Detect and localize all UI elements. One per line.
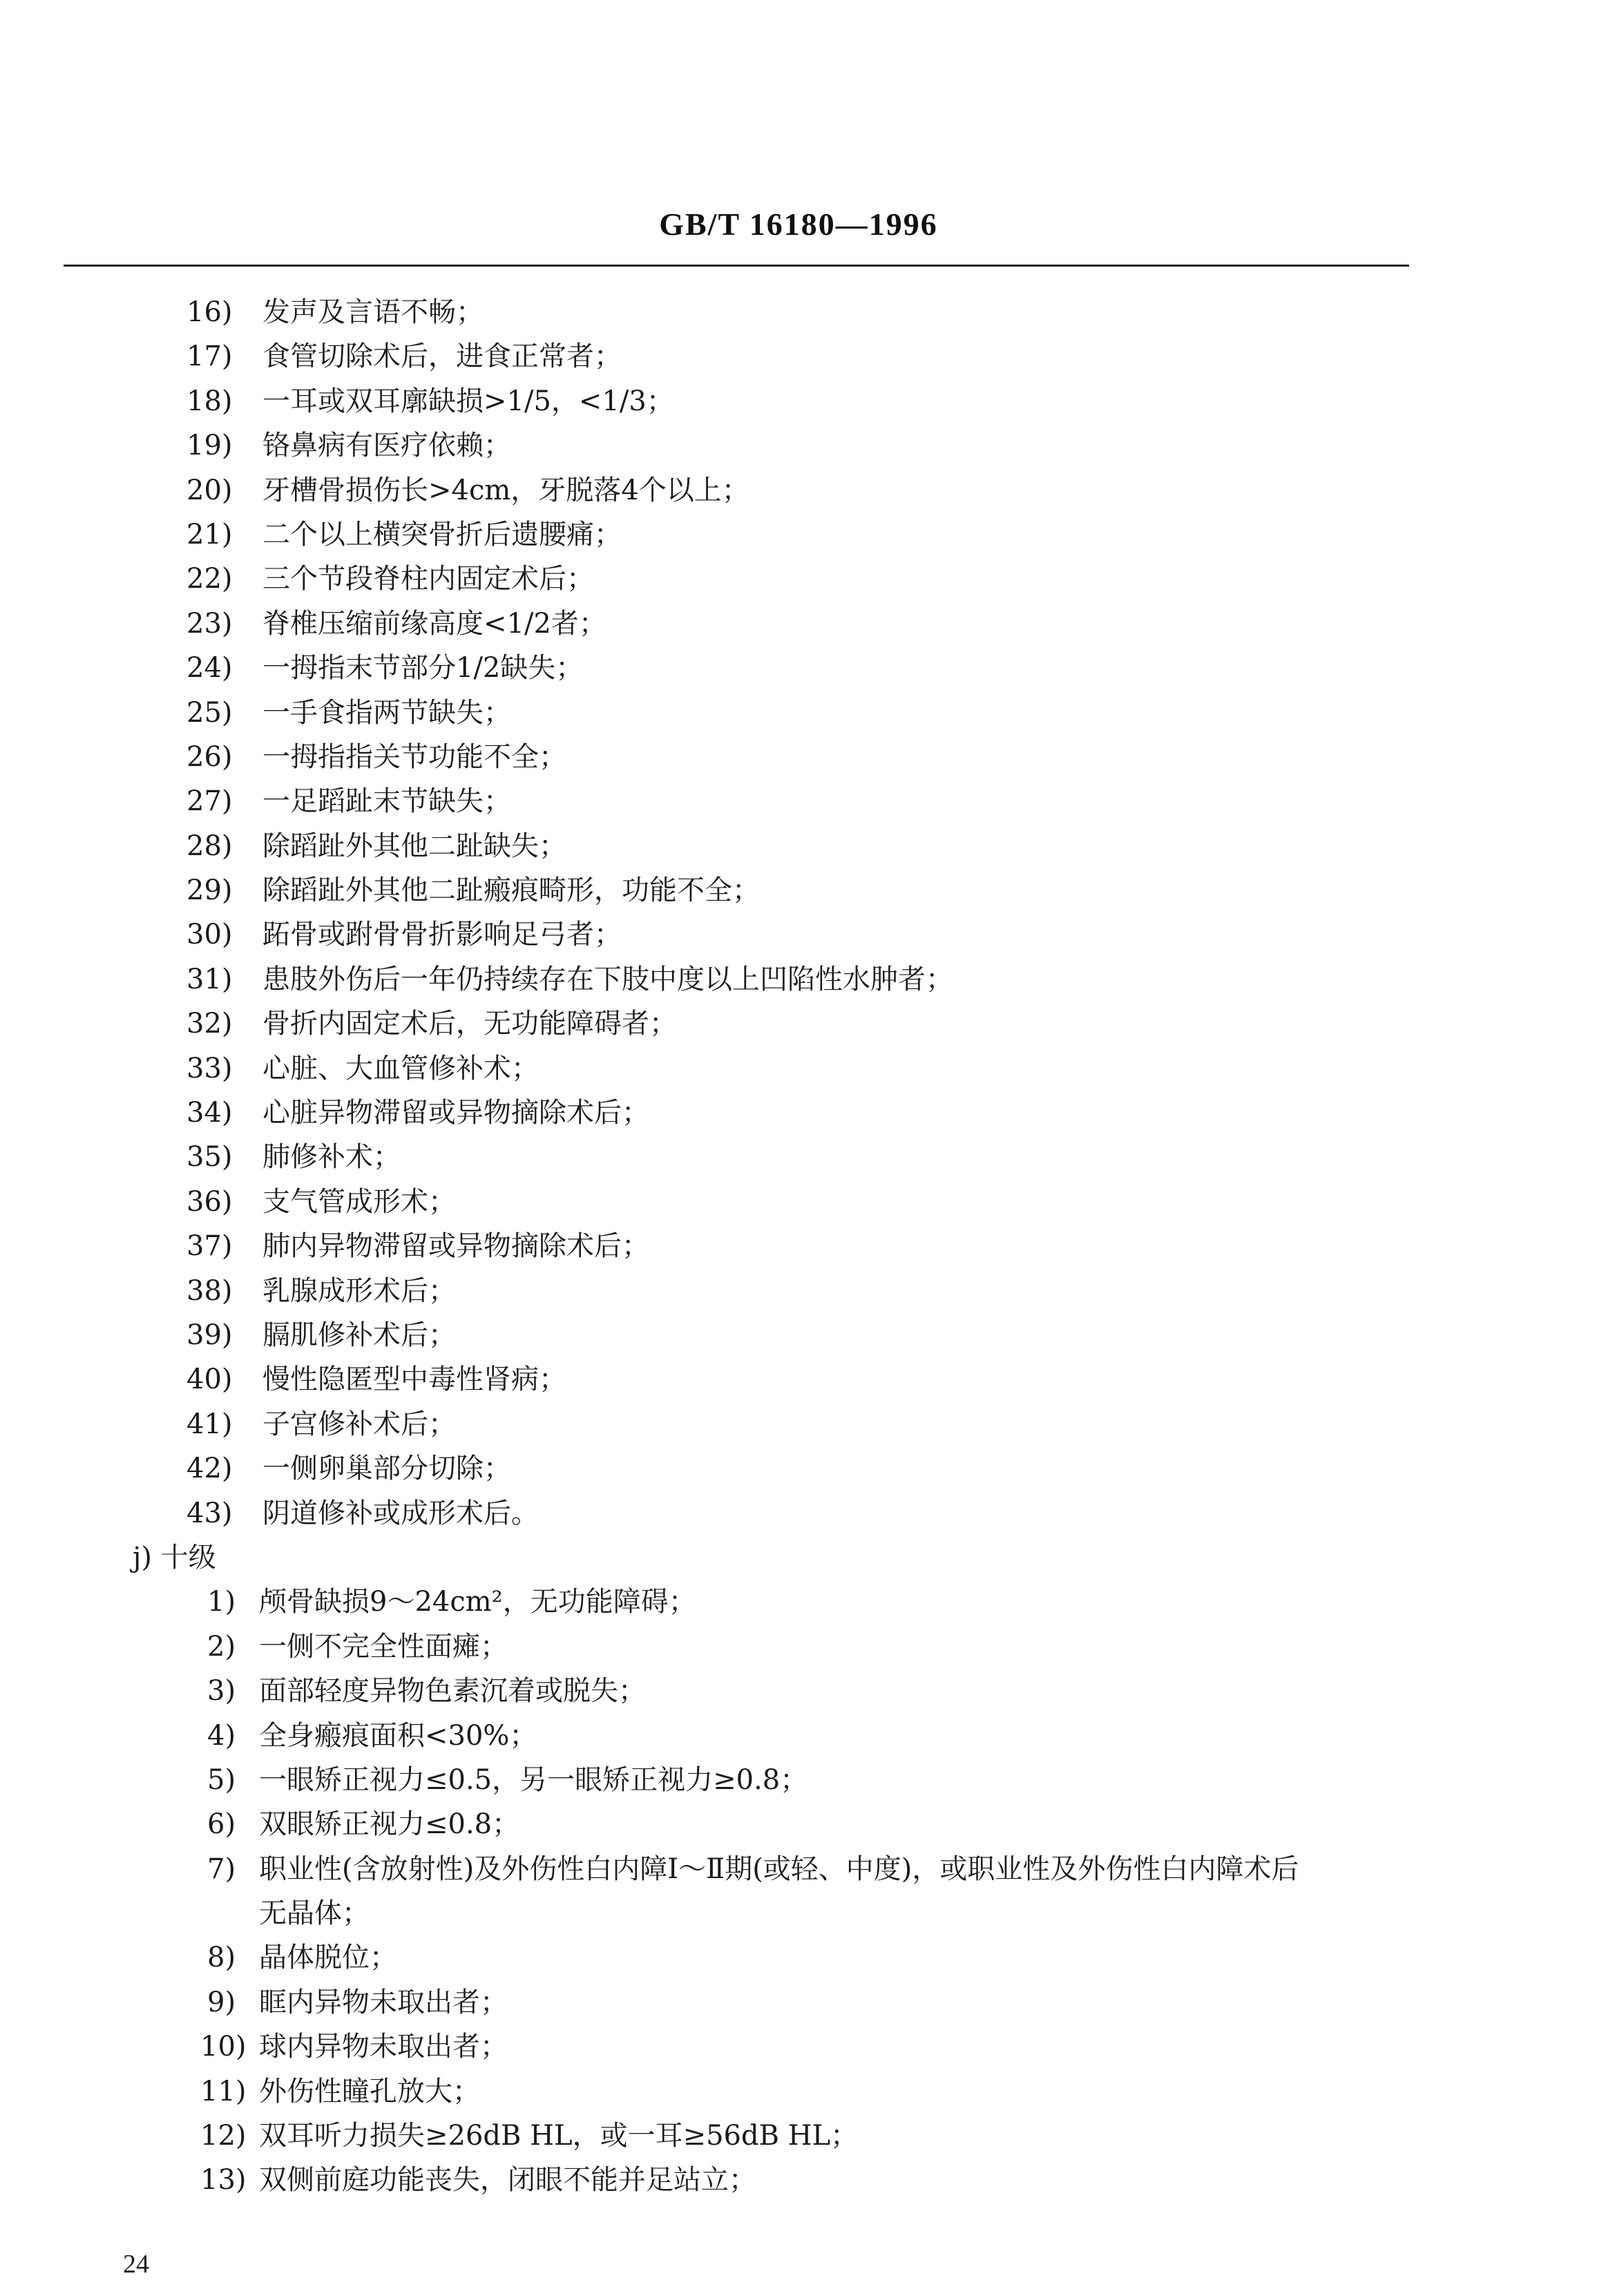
item-text: 慢性隐匿型中毒性肾病； xyxy=(262,1364,566,1396)
list-item xyxy=(0,468,1597,513)
list-item xyxy=(0,912,1597,957)
item-text: 三个节段脊柱内固定术后； xyxy=(262,563,594,595)
item-text: 一侧不完全性面瘫； xyxy=(259,1630,508,1663)
item-number: 2) xyxy=(207,1630,236,1663)
item-text: 食管切除术后，进食正常者； xyxy=(262,341,622,373)
item-number: 19) xyxy=(187,430,233,462)
document-body xyxy=(0,290,1597,2203)
list-item xyxy=(0,557,1597,601)
item-text: 子宫修补术后； xyxy=(262,1408,456,1440)
list-item xyxy=(0,824,1597,868)
list-item xyxy=(0,1002,1597,1046)
item-text: 阴道修补或成形术后。 xyxy=(262,1497,539,1529)
item-text: 乳腺成形术后； xyxy=(262,1274,456,1307)
list-item xyxy=(0,691,1597,735)
item-number: 1) xyxy=(207,1586,236,1618)
item-number: 32) xyxy=(187,1008,233,1040)
item-text: 全身瘢痕面积<30%； xyxy=(259,1719,537,1752)
list-item xyxy=(0,2069,1597,2114)
section-heading-j xyxy=(0,1536,1597,1580)
list-item xyxy=(0,1180,1597,1224)
item-number: 4) xyxy=(207,1719,236,1752)
list-item xyxy=(0,868,1597,912)
list-item xyxy=(0,1714,1597,1758)
item-text: 跖骨或跗骨骨折影响足弓者； xyxy=(262,919,622,951)
page-number: 24 xyxy=(123,2250,149,2279)
item-text: 晶体脱位； xyxy=(259,1942,397,1974)
item-text: 患肢外伤后一年仍持续存在下肢中度以上凹陷性水肿者； xyxy=(262,963,953,995)
item-text: 一手食指两节缺失； xyxy=(262,696,511,729)
item-number: 28) xyxy=(187,830,233,862)
item-text: 球内异物未取出者； xyxy=(259,2031,508,2063)
item-number: 38) xyxy=(187,1274,233,1307)
list-item xyxy=(0,1802,1597,1846)
list-item xyxy=(0,2114,1597,2158)
list-item-continuation xyxy=(0,1891,1597,1935)
item-text: 膈肌修补术后； xyxy=(262,1319,456,1351)
item-number: 17) xyxy=(187,341,233,373)
item-number: 7) xyxy=(207,1853,236,1885)
list-item xyxy=(0,379,1597,423)
item-text: 心脏异物滞留或异物摘除术后； xyxy=(262,1097,649,1129)
list-item xyxy=(0,1669,1597,1713)
item-text: 无晶体； xyxy=(259,1897,370,1930)
item-text: 骨折内固定术后，无功能障碍者； xyxy=(262,1008,677,1040)
list-item xyxy=(0,290,1597,334)
list-item xyxy=(0,1135,1597,1179)
item-number: 9) xyxy=(207,1986,236,2018)
item-text: 双耳听力损失≥26dB HL，或一耳≥56dB HL； xyxy=(259,2120,859,2152)
item-number: 33) xyxy=(187,1052,233,1084)
list-item xyxy=(0,1046,1597,1091)
list-item xyxy=(0,1580,1597,1624)
item-text: 颅骨缺损9～24cm²，无功能障碍； xyxy=(259,1586,696,1618)
item-text: 牙槽骨损伤长>4cm，牙脱落4个以上； xyxy=(262,474,749,506)
item-text: 外伤性瞳孔放大； xyxy=(259,2075,480,2107)
list-item xyxy=(0,2025,1597,2069)
list-item xyxy=(0,1224,1597,1268)
list-item xyxy=(0,1847,1597,1891)
item-text: 面部轻度异物色素沉着或脱失； xyxy=(259,1675,646,1707)
item-text: 一耳或双耳廓缺损>1/5，<1/3； xyxy=(262,385,674,417)
item-number: 39) xyxy=(187,1319,233,1351)
item-number: 5) xyxy=(207,1763,236,1796)
item-number: 13) xyxy=(200,2164,247,2197)
item-number: 22) xyxy=(187,563,233,595)
list-item xyxy=(0,1446,1597,1491)
item-text: 双侧前庭功能丧失，闭眼不能并足站立； xyxy=(259,2164,756,2197)
list-item xyxy=(0,1357,1597,1401)
item-number: 16) xyxy=(187,296,233,328)
item-number: 21) xyxy=(187,518,233,551)
item-text: 发声及言语不畅； xyxy=(262,296,484,328)
item-text: 肺修补术； xyxy=(262,1141,401,1174)
list-item xyxy=(0,1402,1597,1446)
item-text: 双眼矫正视力≤0.8； xyxy=(259,1808,520,1841)
item-number: 25) xyxy=(187,696,233,729)
list-item xyxy=(0,1980,1597,2025)
item-text: 职业性(含放射性)及外伤性白内障Ⅰ～Ⅱ期(或轻、中度)，或职业性及外伤性白内障术后 xyxy=(259,1853,1299,1885)
list-item xyxy=(0,735,1597,779)
list-item xyxy=(0,423,1597,468)
item-number: 36) xyxy=(187,1185,233,1218)
list-item xyxy=(0,957,1597,1002)
item-number: 40) xyxy=(187,1364,233,1396)
item-number: 18) xyxy=(187,385,233,417)
item-text: 肺内异物滞留或异物摘除术后； xyxy=(262,1230,649,1263)
item-number: 8) xyxy=(207,1942,236,1974)
item-number: 11) xyxy=(200,2075,247,2107)
list-item xyxy=(0,1091,1597,1135)
item-text: 心脏、大血管修补术； xyxy=(262,1052,539,1084)
item-text: 一足蹈趾末节缺失； xyxy=(262,785,511,818)
item-text: 一拇指指关节功能不全； xyxy=(262,740,566,773)
page-header-title: GB/T 16180—1996 xyxy=(659,207,938,242)
item-number: 20) xyxy=(187,474,233,506)
item-number: 30) xyxy=(187,919,233,951)
item-text: 二个以上横突骨折后遗腰痛； xyxy=(262,518,622,551)
item-number: 34) xyxy=(187,1097,233,1129)
item-text: 铬鼻病有医疗依赖； xyxy=(262,430,511,462)
item-number: 31) xyxy=(187,963,233,995)
list-item xyxy=(0,334,1597,379)
list-item xyxy=(0,602,1597,646)
list-item xyxy=(0,1758,1597,1802)
item-text: 除蹈趾外其他二趾瘢痕畸形，功能不全； xyxy=(262,874,760,907)
item-text: 一眼矫正视力≤0.5，另一眼矫正视力≥0.8； xyxy=(259,1763,808,1796)
item-number: 42) xyxy=(187,1453,233,1485)
list-item xyxy=(0,1935,1597,1980)
item-number: 26) xyxy=(187,740,233,773)
item-number: 6) xyxy=(207,1808,236,1841)
list-item xyxy=(0,1313,1597,1357)
item-number: 3) xyxy=(207,1675,236,1707)
item-number: 24) xyxy=(187,652,233,685)
item-number: 43) xyxy=(187,1497,233,1529)
item-number: 41) xyxy=(187,1408,233,1440)
item-number: 12) xyxy=(200,2120,247,2152)
item-text: 支气管成形术； xyxy=(262,1185,456,1218)
header-rule xyxy=(64,265,1409,267)
list-item xyxy=(0,646,1597,690)
list-item xyxy=(0,779,1597,823)
item-number: 29) xyxy=(187,874,233,907)
item-text: 一拇指末节部分1/2缺失； xyxy=(262,652,584,685)
list-item xyxy=(0,1625,1597,1669)
list-item xyxy=(0,1491,1597,1536)
item-text: 除蹈趾外其他二趾缺失； xyxy=(262,830,566,862)
item-number: 37) xyxy=(187,1230,233,1263)
item-number: 23) xyxy=(187,607,233,640)
item-text: 一侧卵巢部分切除； xyxy=(262,1453,511,1485)
list-item xyxy=(0,1269,1597,1313)
item-number: 10) xyxy=(200,2031,247,2063)
section-label: j) 十级 xyxy=(133,1541,216,1573)
item-number: 35) xyxy=(187,1141,233,1174)
item-text: 脊椎压缩前缘高度<1/2者； xyxy=(262,607,606,640)
list-item xyxy=(0,513,1597,557)
item-number: 27) xyxy=(187,785,233,818)
list-item xyxy=(0,2158,1597,2202)
item-text: 眶内异物未取出者； xyxy=(259,1986,508,2018)
